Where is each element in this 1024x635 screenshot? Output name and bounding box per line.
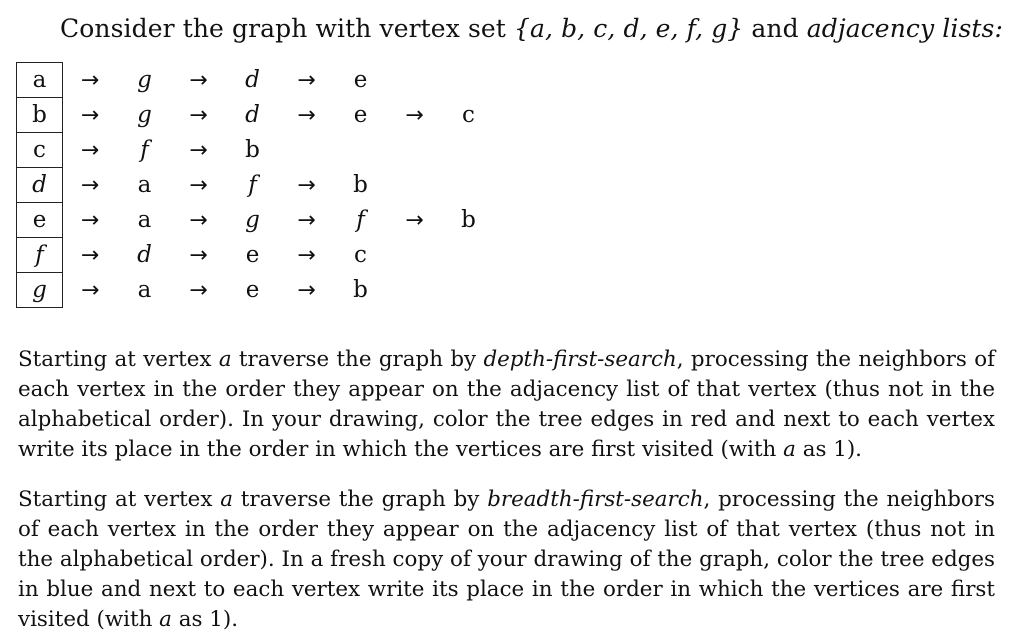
vertex-cell: c — [17, 133, 63, 168]
neighbor-cell: e — [245, 242, 260, 268]
neighbor-cell: d — [245, 67, 260, 93]
arrow-cell: → — [297, 242, 316, 268]
arrow-cell: → — [405, 207, 424, 233]
neighbor-cell: f — [356, 207, 365, 233]
arrow-cell: → — [80, 67, 100, 93]
bfs-term: breadth-first-search — [487, 487, 704, 513]
arrow-cell: → — [80, 137, 100, 163]
arrow-cell: → — [80, 242, 100, 268]
adjacency-row — [17, 63, 496, 98]
neighbor-cell: f — [140, 137, 149, 163]
bfs-var-a-2: a — [159, 607, 172, 633]
vertex-cell: g — [17, 273, 63, 308]
arrow-cell: → — [189, 137, 208, 163]
bfs-text-3: , processing the neighbors of each vertex in the order they appear on the adjacency list of that vertex (thus not in the alphabetical order). In a fresh copy of your drawing of the graph, color the tree edges in blue and next to each vertex write its place in the order in which the vertices are first visited (with — [18, 487, 995, 633]
neighbor-cell: b — [353, 172, 368, 198]
neighbor-cell: g — [137, 67, 152, 93]
arrow-cell: → — [297, 102, 316, 128]
arrow-cell: → — [189, 172, 208, 198]
arrow-cell: → — [189, 207, 208, 233]
neighbor-cell: b — [461, 207, 476, 233]
arrow-cell: → — [297, 67, 316, 93]
neighbor-cell: d — [137, 242, 152, 268]
arrow-cell: → — [189, 67, 208, 93]
vertex-set: {a, b, c, d, e, f, g} — [513, 14, 744, 43]
vertex-cell: e — [17, 203, 63, 238]
bfs-text-1: Starting at vertex — [18, 487, 221, 513]
neighbor-cell: a — [137, 277, 152, 303]
dfs-term: depth-first-search — [483, 347, 677, 373]
vertex-cell: b — [17, 98, 63, 133]
intro-middle: and — [743, 14, 807, 43]
vertex-cell: a — [17, 63, 63, 98]
arrow-cell: → — [80, 207, 100, 233]
arrow-cell: → — [297, 277, 316, 303]
intro-prefix: Consider the graph with vertex set — [60, 14, 514, 43]
intro-line — [60, 14, 1003, 43]
neighbor-cell: a — [137, 172, 152, 198]
dfs-var-a-2: a — [783, 437, 796, 463]
neighbor-cell: e — [353, 67, 368, 93]
neighbor-cell: c — [354, 242, 367, 268]
dfs-text-1: Starting at vertex — [18, 347, 219, 373]
adjacency-table — [16, 62, 496, 308]
dfs-text-2: traverse the graph by — [231, 347, 484, 373]
vertex-cell: d — [17, 168, 63, 203]
neighbor-cell: f — [248, 172, 257, 198]
dfs-paragraph — [18, 345, 995, 465]
adjacency-row — [17, 168, 496, 203]
neighbor-cell: e — [353, 102, 368, 128]
adjacency-row — [17, 203, 496, 238]
arrow-cell: → — [81, 277, 100, 303]
adjacency-row — [17, 273, 496, 308]
bfs-text-2: traverse the graph by — [232, 487, 488, 513]
arrow-cell: → — [189, 277, 208, 303]
neighbor-cell: e — [245, 277, 260, 303]
arrow-cell: → — [297, 172, 316, 198]
neighbor-cell: c — [462, 102, 475, 128]
adjacency-row — [17, 238, 496, 273]
neighbor-cell: d — [245, 102, 260, 128]
arrow-cell: → — [189, 242, 208, 268]
adjacency-row — [17, 133, 496, 168]
adjacency-row — [17, 98, 496, 133]
arrow-cell: → — [297, 207, 316, 233]
neighbor-cell: g — [137, 102, 152, 128]
arrow-cell: → — [189, 102, 208, 128]
dfs-text-3: , processing the neighbors of each vertex in the order they appear on the adjacency list of that vertex (thus not in the alphabetical order). In your drawing, color the tree edges in red and next to each vertex write its place in the order in which the vertices are first visited (with — [18, 347, 995, 463]
bfs-paragraph — [18, 485, 995, 635]
neighbor-cell: b — [353, 277, 368, 303]
arrow-cell: → — [80, 172, 100, 198]
neighbor-cell: a — [137, 207, 152, 233]
neighbor-cell: b — [245, 137, 260, 163]
dfs-text-4: as 1). — [795, 437, 862, 463]
bfs-var-a: a — [220, 487, 233, 513]
bfs-text-4: as 1). — [171, 607, 239, 633]
dfs-var-a: a — [218, 347, 232, 373]
vertex-cell: f — [17, 238, 63, 273]
intro-emph: adjacency lists: — [806, 14, 1003, 43]
arrow-cell: → — [405, 102, 424, 128]
neighbor-cell: g — [245, 207, 260, 233]
arrow-cell: → — [80, 102, 100, 128]
